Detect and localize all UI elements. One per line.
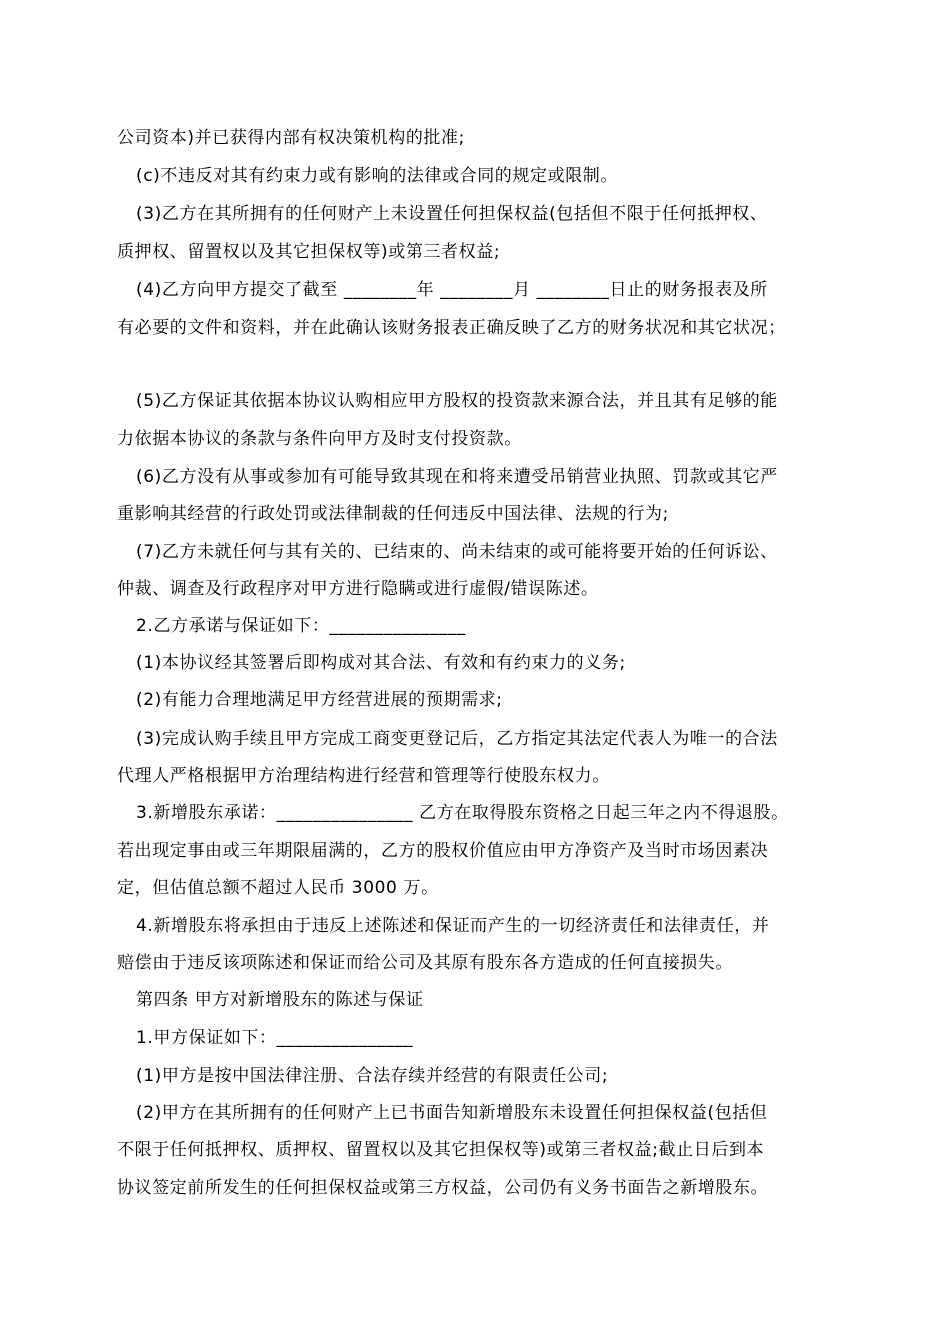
text-line: 4.新增股东将承担由于违反上述陈述和保证而产生的一切经济责任和法律责任，并: [136, 916, 770, 936]
text-line: 2.乙方承诺与保证如下：_______________: [136, 616, 466, 636]
text-line: 力依据本协议的条款与条件向甲方及时支付投资款。: [117, 429, 522, 449]
text-line: 协议签定前所发生的任何担保权益或第三方权益，公司仍有义务书面告之新增股东。: [117, 1178, 769, 1198]
text-line: 重影响其经营的行政处罚或法律制裁的任何违反中国法律、法规的行为;: [117, 504, 669, 524]
text-line: 赔偿由于违反该项陈述和保证而给公司及其原有股东各方造成的任何直接损失。: [117, 953, 733, 973]
section-heading: 第四条 甲方对新增股东的陈述与保证: [136, 990, 424, 1010]
text-line: 仲裁、调查及行政程序对甲方进行隐瞒或进行虚假/错误陈述。: [117, 579, 599, 599]
text-line: (3)完成认购手续且甲方完成工商变更登记后，乙方指定其法定代表人为唯一的合法: [136, 729, 778, 749]
text-line: 若出现定事由或三年期限届满的，乙方的股权价值应由甲方净资产及当时市场因素决: [117, 841, 769, 861]
text-line: 公司资本)并已获得内部有权决策机构的批准;: [117, 128, 465, 148]
text-line: 质押权、留置权以及其它担保权等)或第三者权益;: [117, 242, 501, 262]
text-line: 有必要的文件和资料，并在此确认该财务报表正确反映了乙方的财务状况和其它状况；: [117, 318, 786, 338]
text-line: (1)本协议经其签署后即构成对其合法、有效和有约束力的义务;: [136, 653, 626, 673]
text-line: (5)乙方保证其依据本协议认购相应甲方股权的投资款来源合法，并且其有足够的能: [136, 391, 778, 411]
text-line: (2)甲方在其所拥有的任何财产上已书面告知新增股东未设置任何担保权益(包括但: [136, 1103, 768, 1123]
text-line: 不限于任何抵押权、质押权、留置权以及其它担保权等)或第三者权益;截止日后到本: [117, 1140, 765, 1160]
text-line: (3)乙方在其所拥有的任何财产上未设置任何担保权益(包括但不限于任何抵押权、: [136, 204, 768, 224]
text-line: (1)甲方是按中国法律注册、合法存续并经营的有限责任公司;: [136, 1066, 609, 1086]
text-line: (c)不违反对其有约束力或有影响的法律或合同的规定或限制。: [136, 166, 619, 186]
text-line: (6)乙方没有从事或参加有可能导致其现在和将来遭受吊销营业执照、罚款或其它严: [136, 467, 778, 487]
text-line: (7)乙方未就任何与其有关的、已结束的、尚未结束的或可能将要开始的任何诉讼、: [136, 542, 778, 562]
text-line: 1.甲方保证如下：_______________: [136, 1028, 414, 1048]
text-line: (4)乙方向甲方提交了截至 ________年 ________月 ________日止的财务报表及所: [136, 280, 768, 300]
text-line: 定，但估值总额不超过人民币 3000 万。: [117, 878, 439, 898]
text-line: 3.新增股东承诺：_______________ 乙方在取得股东资格之日起三年之内不得退股。: [136, 803, 789, 823]
text-line: (2)有能力合理地满足甲方经营进展的预期需求;: [136, 690, 503, 710]
text-line: 代理人严格根据甲方治理结构进行经营和管理等行使股东权力。: [117, 766, 610, 786]
